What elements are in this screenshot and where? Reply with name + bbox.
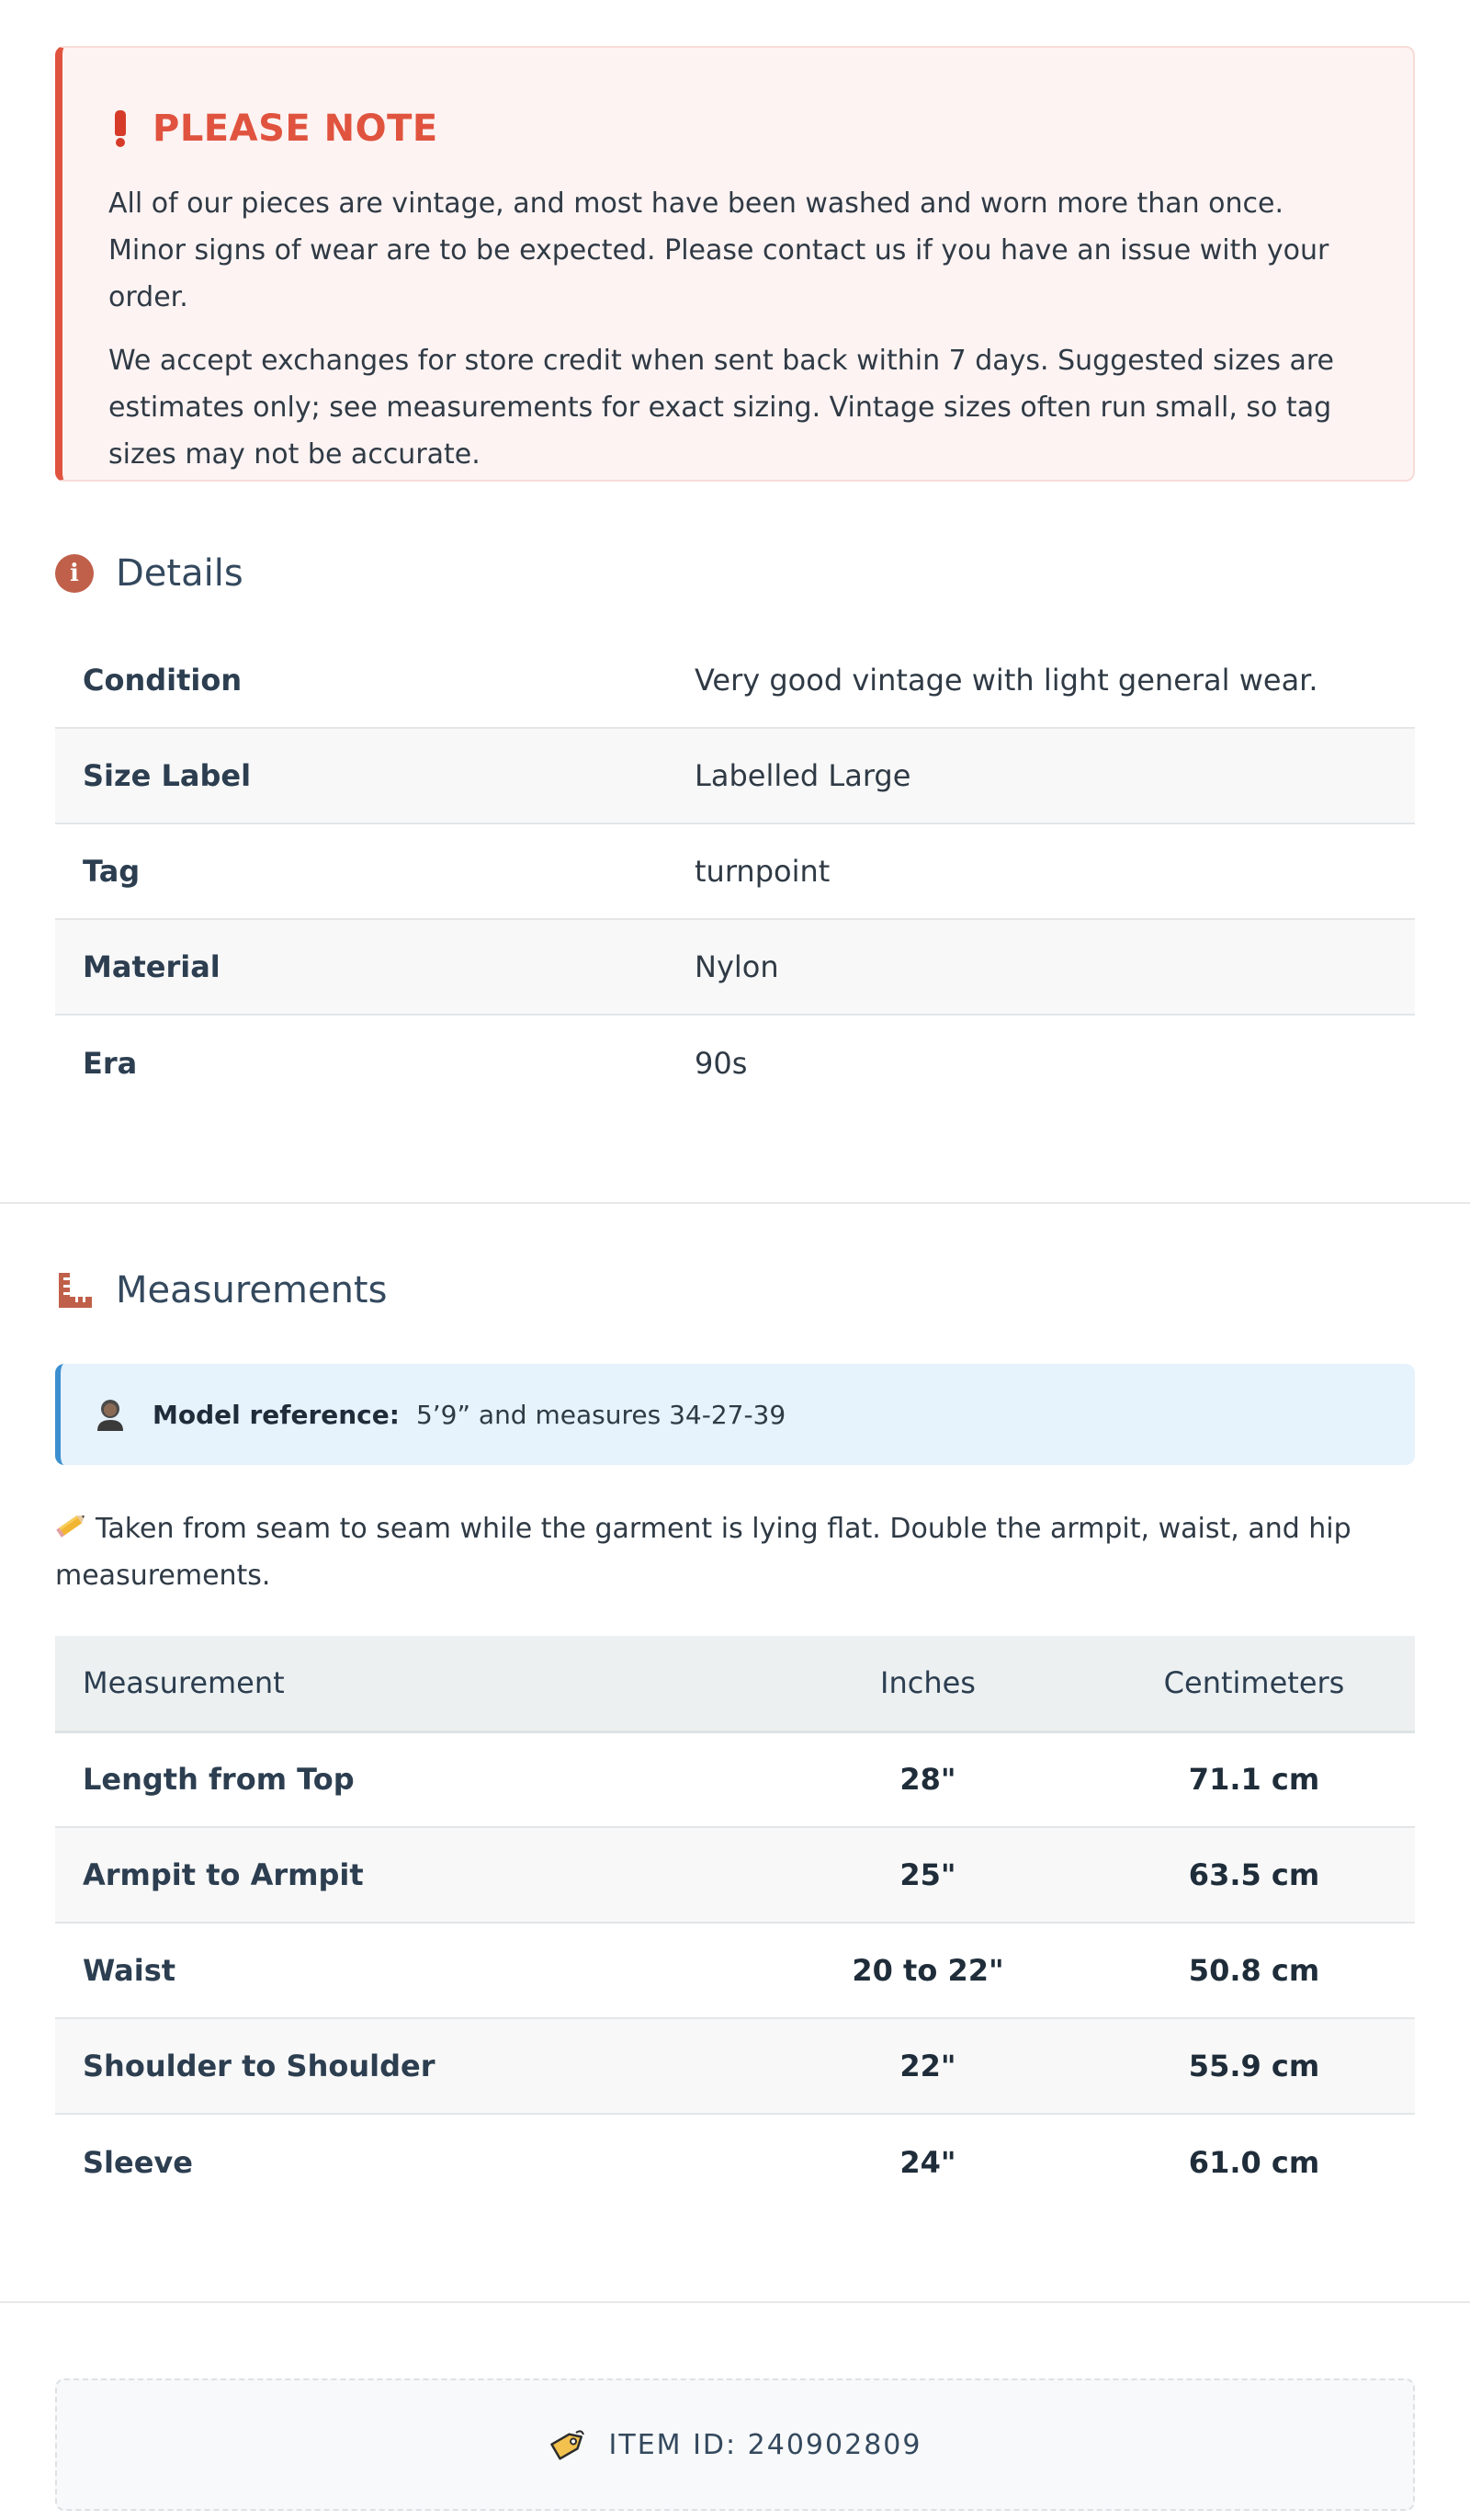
measurement-inches: 25" — [763, 1827, 1093, 1923]
measurement-name: Shoulder to Shoulder — [55, 2018, 763, 2114]
please-note-box — [55, 46, 1415, 482]
measurement-note-text: Taken from seam to seam while the garment is lying flat. Double the armpit, waist, and hip measurements. — [55, 1513, 1351, 1592]
detail-key: Material — [55, 919, 667, 1015]
measurement-inches: 24" — [899, 2144, 956, 2180]
section-divider — [0, 1202, 1470, 1204]
column-header-centimeters: Centimeters — [1093, 1636, 1415, 1731]
table-row — [55, 823, 1415, 919]
detail-key: Tag — [55, 823, 667, 919]
detail-key: Era — [83, 1045, 138, 1081]
column-header-measurement: Measurement — [55, 1636, 763, 1731]
measurement-inches: 28" — [763, 1731, 1093, 1827]
notice-paragraph-1: All of our pieces are vintage, and most have been washed and worn more than once. Minor signs of wear are to be expected. Please contact us if you have an issue with your order. — [108, 187, 1329, 313]
details-table — [55, 632, 1415, 1110]
detail-key: Condition — [55, 632, 667, 728]
table-header-row — [55, 1636, 1415, 1731]
detail-value: 90s — [695, 1045, 748, 1081]
detail-value: Very good vintage with light general wear. — [667, 632, 1415, 728]
table-row — [55, 728, 1415, 823]
measurement-inches: 20 to 22" — [763, 1923, 1093, 2018]
tag-icon — [548, 2425, 587, 2464]
exclamation-icon — [114, 110, 127, 147]
table-row — [55, 1731, 1415, 1827]
measurements-header — [55, 1263, 1415, 1318]
model-reference-value: 5’9” and measures 34-27-39 — [415, 1399, 786, 1430]
detail-key: Size Label — [55, 728, 667, 823]
model-reference-label: Model reference: — [153, 1399, 400, 1430]
measurement-cm: 63.5 cm — [1093, 1827, 1415, 1923]
table-row — [55, 919, 1415, 1015]
section-divider — [0, 2301, 1470, 2303]
notice-header — [108, 103, 1365, 154]
ruler-icon — [55, 1271, 94, 1310]
table-row — [55, 2018, 1415, 2114]
measurement-note — [55, 1505, 1415, 1599]
detail-value: Labelled Large — [667, 728, 1415, 823]
notice-title: PLEASE NOTE — [153, 108, 438, 150]
measurement-cm: 71.1 cm — [1093, 1731, 1415, 1827]
details-section — [55, 546, 1415, 1110]
model-reference-box — [55, 1364, 1415, 1465]
measurement-inches: 22" — [763, 2018, 1093, 2114]
measurement-name: Waist — [55, 1923, 763, 2018]
table-row — [55, 2114, 1415, 2209]
info-icon: i — [55, 554, 94, 593]
measurement-cm: 50.8 cm — [1093, 1923, 1415, 2018]
person-icon — [92, 1396, 129, 1433]
measurement-name: Armpit to Armpit — [55, 1827, 763, 1923]
pencil-icon — [55, 1508, 88, 1541]
details-header — [55, 546, 1415, 601]
table-row — [55, 1015, 1415, 1110]
detail-value: Nylon — [667, 919, 1415, 1015]
item-id-box — [55, 2378, 1415, 2511]
notice-paragraph-2: We accept exchanges for store credit when sent back within 7 days. Suggested sizes are estimates only; see measurements for exact sizing. Vintage sizes often run small, so tag sizes may not be accurate. — [108, 345, 1335, 471]
measurement-name: Length from Top — [55, 1731, 763, 1827]
details-title: Details — [116, 552, 243, 595]
measurements-section — [55, 1263, 1415, 2209]
measurement-name: Sleeve — [83, 2144, 193, 2180]
table-row — [55, 1827, 1415, 1923]
table-row — [55, 1923, 1415, 2018]
detail-value: turnpoint — [667, 823, 1415, 919]
column-header-inches: Inches — [763, 1636, 1093, 1731]
measurements-title: Measurements — [116, 1269, 388, 1311]
measurements-table — [55, 1636, 1415, 2209]
measurement-cm: 55.9 cm — [1093, 2018, 1415, 2114]
measurement-cm: 61.0 cm — [1188, 2144, 1320, 2180]
item-id-text: ITEM ID: 240902809 — [608, 2428, 922, 2461]
table-row — [55, 632, 1415, 728]
